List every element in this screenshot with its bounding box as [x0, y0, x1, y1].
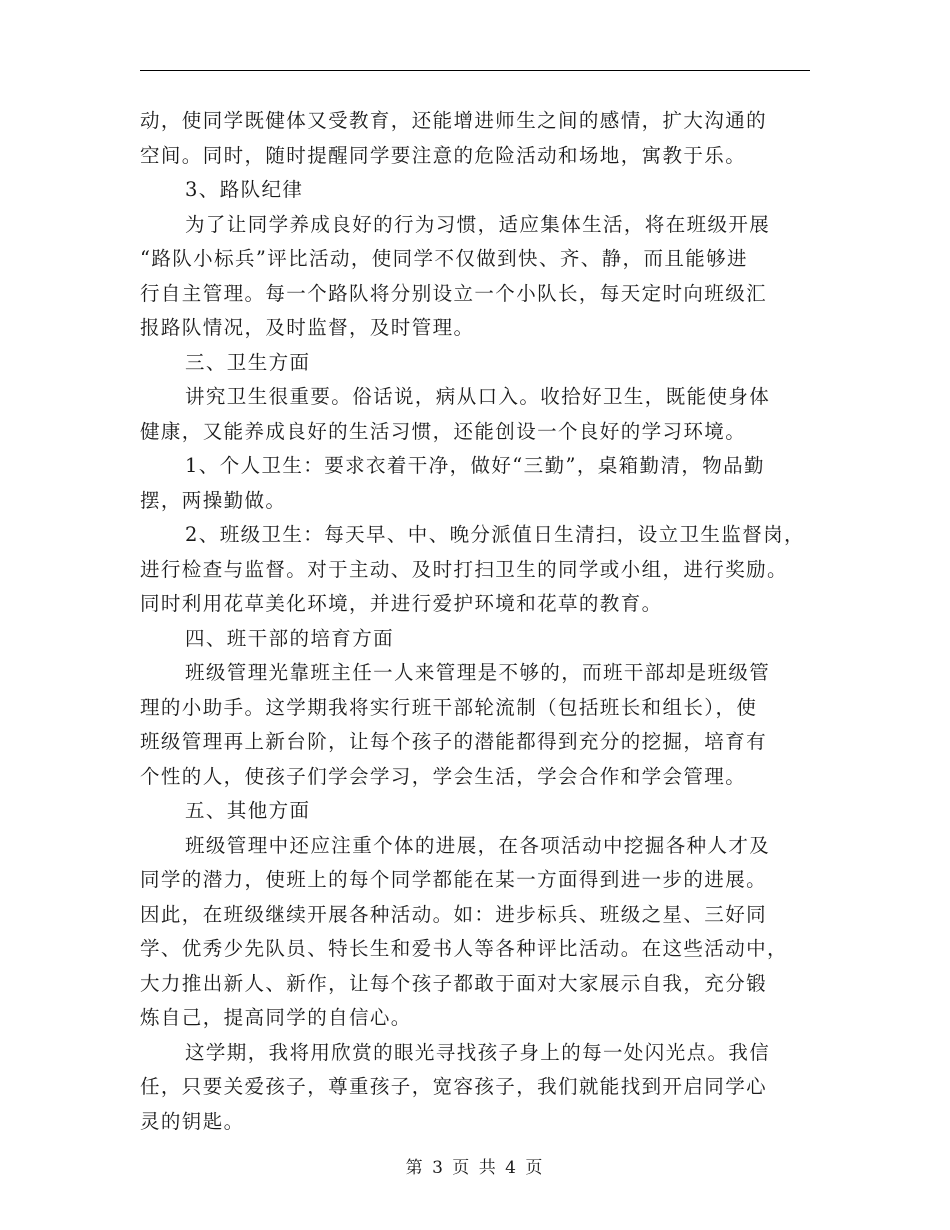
text-line: 因此，在班级继续开展各种活动。如：进步标兵、班级之星、三好同 — [140, 902, 768, 926]
text-line: 个性的人，使孩子们学会学习，学会生活，学会合作和学会管理。 — [140, 764, 747, 788]
text-line: 讲究卫生很重要。俗话说，病从口入。收拾好卫生，既能使身体 — [185, 385, 771, 408]
text-line: “路队小标兵”评比活动，使同学不仅做到快、齐、静，而且能够进 — [140, 247, 748, 270]
text-line: 班级管理光靠班主任一人来管理是不够的，而班干部却是班级管 — [185, 661, 771, 684]
text-line: 班级管理再上新台阶，让每个孩子的潜能都得到充分的挖掘，培育有 — [140, 730, 768, 753]
text-line: 健康，又能养成良好的生活习惯，还能创设一个良好的学习环境。 — [140, 419, 747, 443]
text-line: 摆，两操勤做。 — [140, 488, 287, 512]
text-line: 灵的钥匙。 — [140, 1109, 245, 1133]
page-number-footer: 第 3 页 共 4 页 — [405, 1158, 545, 1178]
text-line: 任，只要关爱孩子，尊重孩子，宽容孩子，我们就能找到开启同学心 — [140, 1075, 768, 1098]
document-body — [140, 104, 820, 1139]
text-line: 行自主管理。每一个路队将分别设立一个小队长，每天定时向班级汇 — [140, 281, 768, 305]
text-line: 四、班干部的培育方面 — [185, 626, 395, 650]
text-line: 1、个人卫生：要求衣着干净，做好“三勤”，桌箱勤清，物品勤 — [185, 454, 765, 477]
text-line: 3、路队纪律 — [185, 178, 304, 201]
text-line: 大力推出新人、新作，让每个孩子都敢于面对大家展示自我，充分锻 — [140, 971, 768, 995]
text-line: 三、卫生方面 — [185, 350, 311, 374]
text-line: 五、其他方面 — [185, 799, 311, 822]
text-line: 这学期，我将用欣赏的眼光寻找孩子身上的每一处闪光点。我信 — [185, 1040, 771, 1064]
text-line: 报路队情况，及时监督，及时管理。 — [140, 316, 475, 339]
text-line: 同时利用花草美化环境，并进行爱护环境和花草的教育。 — [140, 592, 663, 615]
text-line: 炼自己，提高同学的自信心。 — [140, 1006, 412, 1029]
text-line: 班级管理中还应注重个体的进展，在各项活动中挖掘各种人才及 — [185, 833, 771, 857]
text-line: 空间。同时，随时提醒同学要注意的危险活动和场地，寓教于乐。 — [140, 143, 747, 167]
header-rule — [140, 70, 810, 71]
text-line: 动，使同学既健体又受教育，还能增进师生之间的感情，扩大沟通的 — [140, 109, 768, 132]
text-line: 学、优秀少先队员、特长生和爱书人等各种评比活动。在这些活动中， — [140, 937, 788, 960]
text-line: 2、班级卫生：每天早、中、晚分派值日生清扫，设立卫生监督岗， — [185, 523, 805, 546]
text-line: 为了让同学养成良好的行为习惯，适应集体生活，将在班级开展 — [185, 212, 771, 236]
text-line: 进行检查与监督。对于主动、及时打扫卫生的同学或小组，进行奖励。 — [140, 557, 788, 581]
text-line: 同学的潜力，使班上的每个同学都能在某一方面得到进一步的进展。 — [140, 868, 768, 891]
text-line: 理的小助手。这学期我将实行班干部轮流制（包括班长和组长），使 — [140, 695, 758, 719]
